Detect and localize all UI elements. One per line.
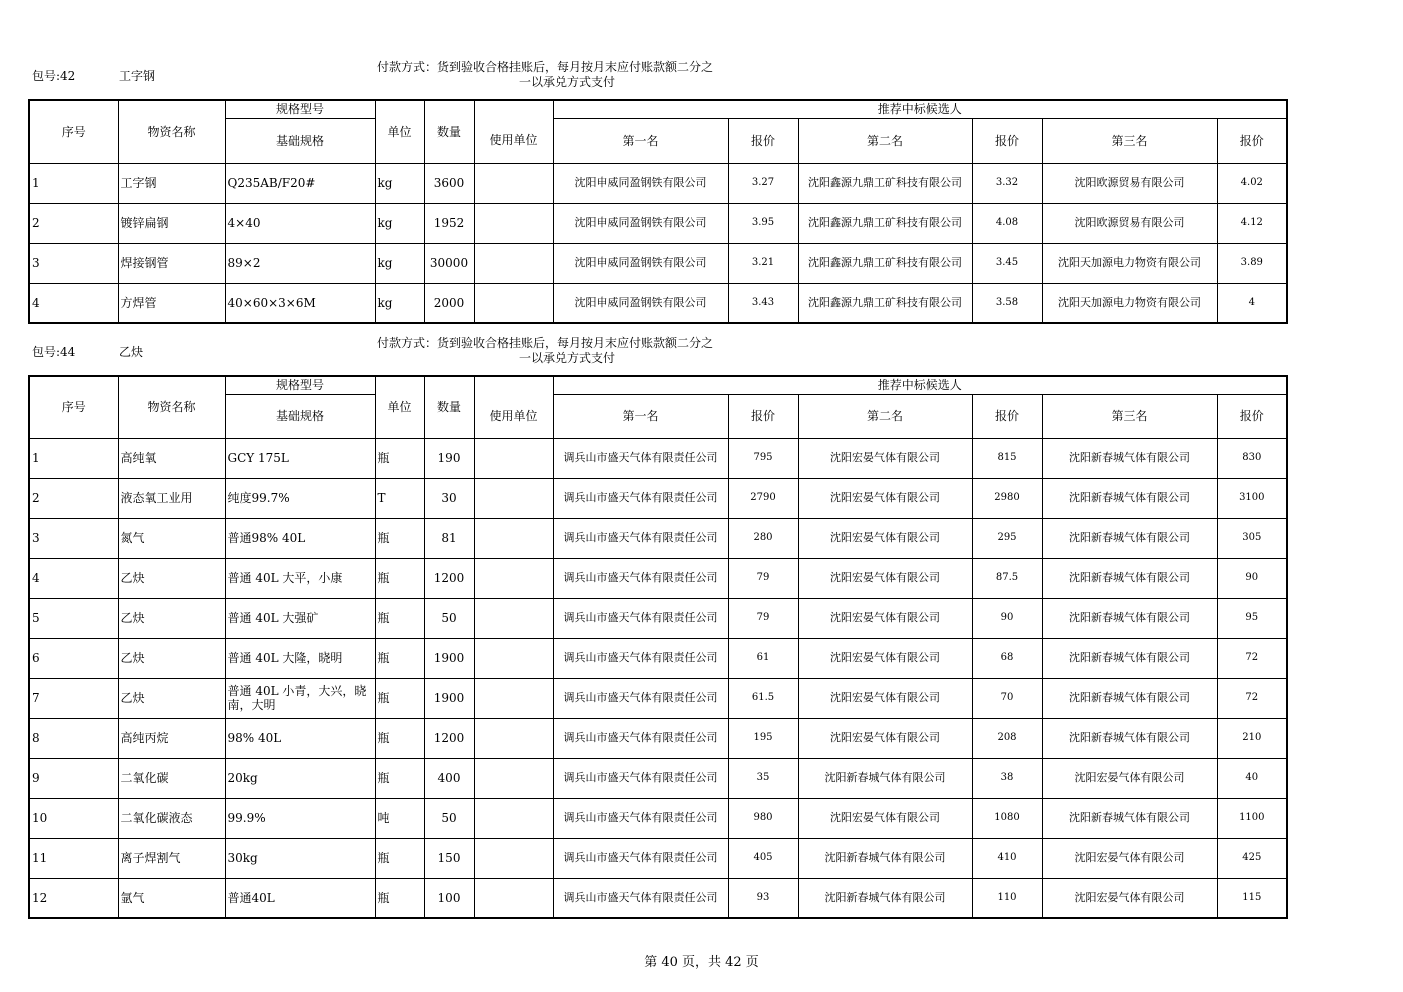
row-second-price: 815 — [972, 438, 1042, 478]
row-first-candidate: 调兵山市盛天气体有限责任公司 — [553, 478, 728, 518]
header-price-2: 报价 — [972, 118, 1042, 163]
payment-terms-line2: 一以承兑方式支付 — [518, 351, 615, 365]
row-spec: 40×60×3×6M — [225, 283, 375, 323]
row-user-unit — [474, 758, 553, 798]
table-row — [29, 678, 1287, 718]
row-second-candidate: 沈阳宏晏气体有限公司 — [798, 638, 972, 678]
row-first-price: 79 — [728, 558, 798, 598]
row-second-price: 2980 — [972, 478, 1042, 518]
row-third-price: 4.12 — [1217, 203, 1287, 243]
row-first-candidate: 调兵山市盛天气体有限责任公司 — [553, 718, 728, 758]
row-first-candidate: 调兵山市盛天气体有限责任公司 — [553, 838, 728, 878]
table-row — [29, 838, 1287, 878]
header-user-top — [474, 100, 553, 118]
row-quantity: 3600 — [424, 163, 474, 203]
row-first-price: 3.27 — [728, 163, 798, 203]
row-user-unit — [474, 163, 553, 203]
row-third-price: 115 — [1217, 878, 1287, 918]
row-first-price: 195 — [728, 718, 798, 758]
row-third-price: 72 — [1217, 678, 1287, 718]
row-user-unit — [474, 283, 553, 323]
package-number: 包号:44 — [32, 345, 76, 359]
row-first-candidate: 沈阳申威同盈钢铁有限公司 — [553, 163, 728, 203]
header-no: 序号 — [29, 100, 118, 163]
row-third-price: 95 — [1217, 598, 1287, 638]
row-third-price: 210 — [1217, 718, 1287, 758]
row-second-price: 68 — [972, 638, 1042, 678]
row-third-candidate: 沈阳天加源电力物资有限公司 — [1042, 243, 1217, 283]
row-no: 1 — [29, 438, 118, 478]
header-price-1: 报价 — [728, 394, 798, 438]
row-material-name: 焊接钢管 — [118, 243, 225, 283]
row-second-candidate: 沈阳新春城气体有限公司 — [798, 878, 972, 918]
row-material-name: 乙炔 — [118, 558, 225, 598]
table-row — [29, 203, 1287, 243]
row-second-price: 1080 — [972, 798, 1042, 838]
row-spec: 普通98% 40L — [225, 518, 375, 558]
row-first-price: 280 — [728, 518, 798, 558]
row-second-candidate: 沈阳宏晏气体有限公司 — [798, 678, 972, 718]
row-third-price: 90 — [1217, 558, 1287, 598]
table-row — [29, 283, 1287, 323]
row-no: 3 — [29, 243, 118, 283]
row-unit: 瓶 — [375, 558, 424, 598]
row-no: 6 — [29, 638, 118, 678]
header-name: 物资名称 — [118, 100, 225, 163]
row-unit: 瓶 — [375, 638, 424, 678]
row-second-candidate: 沈阳鑫源九鼎工矿科技有限公司 — [798, 243, 972, 283]
row-quantity: 1900 — [424, 678, 474, 718]
row-third-candidate: 沈阳新春城气体有限公司 — [1042, 518, 1217, 558]
row-first-price: 3.43 — [728, 283, 798, 323]
row-third-candidate: 沈阳欧源贸易有限公司 — [1042, 163, 1217, 203]
row-third-price: 3.89 — [1217, 243, 1287, 283]
row-unit: 瓶 — [375, 838, 424, 878]
row-first-price: 3.21 — [728, 243, 798, 283]
package-number: 包号:42 — [32, 69, 76, 83]
row-quantity: 190 — [424, 438, 474, 478]
row-unit: 瓶 — [375, 598, 424, 638]
row-third-price: 425 — [1217, 838, 1287, 878]
row-material-name: 高纯氧 — [118, 438, 225, 478]
table-body — [29, 438, 1287, 918]
row-no: 2 — [29, 203, 118, 243]
row-third-price: 1100 — [1217, 798, 1287, 838]
bid-table-42 — [28, 99, 1288, 324]
header-price-3: 报价 — [1217, 394, 1287, 438]
row-spec: 4×40 — [225, 203, 375, 243]
row-no: 3 — [29, 518, 118, 558]
row-second-candidate: 沈阳宏晏气体有限公司 — [798, 478, 972, 518]
row-third-candidate: 沈阳新春城气体有限公司 — [1042, 438, 1217, 478]
row-quantity: 50 — [424, 798, 474, 838]
row-third-candidate: 沈阳新春城气体有限公司 — [1042, 638, 1217, 678]
row-first-candidate: 沈阳申威同盈钢铁有限公司 — [553, 283, 728, 323]
table-row — [29, 558, 1287, 598]
row-second-price: 3.45 — [972, 243, 1042, 283]
row-third-price: 830 — [1217, 438, 1287, 478]
row-spec: 普通40L — [225, 878, 375, 918]
row-spec: 30kg — [225, 838, 375, 878]
row-user-unit — [474, 438, 553, 478]
header-user: 使用单位 — [474, 394, 553, 438]
row-spec: 纯度99.7% — [225, 478, 375, 518]
page-footer: 第 40 页，共 42 页 — [644, 955, 759, 970]
row-third-price: 4 — [1217, 283, 1287, 323]
row-unit: kg — [375, 203, 424, 243]
row-first-price: 93 — [728, 878, 798, 918]
row-second-candidate: 沈阳新春城气体有限公司 — [798, 838, 972, 878]
row-first-price: 980 — [728, 798, 798, 838]
row-quantity: 1200 — [424, 558, 474, 598]
table-row — [29, 163, 1287, 203]
header-price-2: 报价 — [972, 394, 1042, 438]
row-user-unit — [474, 243, 553, 283]
row-second-candidate: 沈阳宏晏气体有限公司 — [798, 438, 972, 478]
header-third: 第三名 — [1042, 394, 1217, 438]
row-first-price: 61.5 — [728, 678, 798, 718]
row-second-candidate: 沈阳宏晏气体有限公司 — [798, 518, 972, 558]
table-row — [29, 518, 1287, 558]
row-spec: GCY 175L — [225, 438, 375, 478]
row-second-price: 70 — [972, 678, 1042, 718]
row-user-unit — [474, 558, 553, 598]
row-unit: 瓶 — [375, 758, 424, 798]
row-material-name: 工字钢 — [118, 163, 225, 203]
row-third-candidate: 沈阳新春城气体有限公司 — [1042, 718, 1217, 758]
header-no: 序号 — [29, 376, 118, 438]
table-row — [29, 243, 1287, 283]
row-third-candidate: 沈阳新春城气体有限公司 — [1042, 558, 1217, 598]
row-third-price: 3100 — [1217, 478, 1287, 518]
row-first-price: 3.95 — [728, 203, 798, 243]
row-first-price: 61 — [728, 638, 798, 678]
header-qty: 数量 — [424, 100, 474, 163]
row-spec: 普通 40L 大平，小康 — [225, 558, 375, 598]
row-material-name: 高纯丙烷 — [118, 718, 225, 758]
payment-terms — [377, 60, 757, 90]
payment-terms — [377, 336, 757, 366]
row-second-candidate: 沈阳宏晏气体有限公司 — [798, 718, 972, 758]
row-user-unit — [474, 598, 553, 638]
row-first-candidate: 调兵山市盛天气体有限责任公司 — [553, 438, 728, 478]
row-second-price: 110 — [972, 878, 1042, 918]
row-unit: kg — [375, 163, 424, 203]
row-spec: 98% 40L — [225, 718, 375, 758]
row-spec: 89×2 — [225, 243, 375, 283]
row-unit: kg — [375, 243, 424, 283]
row-third-candidate: 沈阳宏晏气体有限公司 — [1042, 878, 1217, 918]
row-spec: Q235AB/F20# — [225, 163, 375, 203]
row-spec: 20kg — [225, 758, 375, 798]
table-row — [29, 638, 1287, 678]
row-first-candidate: 沈阳申威同盈钢铁有限公司 — [553, 203, 728, 243]
row-first-candidate: 调兵山市盛天气体有限责任公司 — [553, 758, 728, 798]
row-third-candidate: 沈阳新春城气体有限公司 — [1042, 678, 1217, 718]
row-material-name: 镀锌扁钢 — [118, 203, 225, 243]
row-user-unit — [474, 638, 553, 678]
row-second-candidate: 沈阳宏晏气体有限公司 — [798, 798, 972, 838]
row-no: 8 — [29, 718, 118, 758]
row-material-name: 乙炔 — [118, 678, 225, 718]
row-no: 11 — [29, 838, 118, 878]
header-spec: 基础规格 — [225, 394, 375, 438]
header-unit: 单位 — [375, 376, 424, 438]
row-first-price: 2790 — [728, 478, 798, 518]
row-quantity: 150 — [424, 838, 474, 878]
row-user-unit — [474, 678, 553, 718]
row-material-name: 二氧化碳 — [118, 758, 225, 798]
row-third-price: 305 — [1217, 518, 1287, 558]
row-spec: 普通 40L 大强矿 — [225, 598, 375, 638]
table-row — [29, 438, 1287, 478]
header-price-1: 报价 — [728, 118, 798, 163]
row-unit: 吨 — [375, 798, 424, 838]
row-third-candidate: 沈阳欧源贸易有限公司 — [1042, 203, 1217, 243]
row-user-unit — [474, 478, 553, 518]
header-third: 第三名 — [1042, 118, 1217, 163]
row-material-name: 液态氧工业用 — [118, 478, 225, 518]
row-first-candidate: 调兵山市盛天气体有限责任公司 — [553, 598, 728, 638]
row-third-candidate: 沈阳新春城气体有限公司 — [1042, 598, 1217, 638]
row-third-candidate: 沈阳宏晏气体有限公司 — [1042, 838, 1217, 878]
row-second-candidate: 沈阳新春城气体有限公司 — [798, 758, 972, 798]
header-first: 第一名 — [553, 118, 728, 163]
row-first-price: 405 — [728, 838, 798, 878]
row-second-price: 410 — [972, 838, 1042, 878]
package-name: 工字钢 — [119, 69, 156, 83]
bid-table-44 — [28, 375, 1288, 919]
row-third-price: 40 — [1217, 758, 1287, 798]
row-spec: 99.9% — [225, 798, 375, 838]
row-no: 12 — [29, 878, 118, 918]
row-second-price: 4.08 — [972, 203, 1042, 243]
table-row — [29, 798, 1287, 838]
header-user-top — [474, 376, 553, 394]
row-spec: 普通 40L 大隆，晓明 — [225, 638, 375, 678]
row-no: 2 — [29, 478, 118, 518]
package-name: 乙炔 — [119, 345, 144, 359]
table-row — [29, 758, 1287, 798]
header-price-3: 报价 — [1217, 118, 1287, 163]
row-first-candidate: 调兵山市盛天气体有限责任公司 — [553, 558, 728, 598]
row-unit: 瓶 — [375, 518, 424, 558]
row-first-candidate: 调兵山市盛天气体有限责任公司 — [553, 638, 728, 678]
row-first-candidate: 沈阳申威同盈钢铁有限公司 — [553, 243, 728, 283]
row-unit: 瓶 — [375, 438, 424, 478]
row-third-candidate: 沈阳新春城气体有限公司 — [1042, 798, 1217, 838]
row-quantity: 1952 — [424, 203, 474, 243]
row-second-price: 295 — [972, 518, 1042, 558]
payment-terms-line1: 付款方式：货到验收合格挂账后，每月按月末应付账款额二分之 — [377, 60, 714, 74]
row-first-price: 795 — [728, 438, 798, 478]
header-unit: 单位 — [375, 100, 424, 163]
row-first-price: 35 — [728, 758, 798, 798]
header-spec-group: 规格型号 — [225, 376, 375, 394]
header-spec: 基础规格 — [225, 118, 375, 163]
row-second-price: 90 — [972, 598, 1042, 638]
row-first-candidate: 调兵山市盛天气体有限责任公司 — [553, 878, 728, 918]
row-no: 10 — [29, 798, 118, 838]
row-first-candidate: 调兵山市盛天气体有限责任公司 — [553, 798, 728, 838]
payment-terms-line2: 一以承兑方式支付 — [518, 75, 615, 89]
table-body — [29, 163, 1287, 323]
row-material-name: 乙炔 — [118, 598, 225, 638]
row-unit: 瓶 — [375, 678, 424, 718]
row-material-name: 氩气 — [118, 878, 225, 918]
row-no: 5 — [29, 598, 118, 638]
row-second-candidate: 沈阳宏晏气体有限公司 — [798, 558, 972, 598]
header-candidates-group: 推荐中标候选人 — [553, 376, 1287, 394]
row-user-unit — [474, 878, 553, 918]
row-third-candidate: 沈阳新春城气体有限公司 — [1042, 478, 1217, 518]
row-second-price: 3.58 — [972, 283, 1042, 323]
row-user-unit — [474, 518, 553, 558]
row-second-candidate: 沈阳宏晏气体有限公司 — [798, 598, 972, 638]
row-user-unit — [474, 203, 553, 243]
row-third-candidate: 沈阳天加源电力物资有限公司 — [1042, 283, 1217, 323]
row-third-price: 72 — [1217, 638, 1287, 678]
table-row — [29, 878, 1287, 918]
row-unit: 瓶 — [375, 718, 424, 758]
header-candidates-group: 推荐中标候选人 — [553, 100, 1287, 118]
row-first-candidate: 调兵山市盛天气体有限责任公司 — [553, 518, 728, 558]
row-user-unit — [474, 718, 553, 758]
row-quantity: 81 — [424, 518, 474, 558]
row-second-price: 87.5 — [972, 558, 1042, 598]
row-quantity: 2000 — [424, 283, 474, 323]
row-quantity: 400 — [424, 758, 474, 798]
header-second: 第二名 — [798, 394, 972, 438]
header-qty: 数量 — [424, 376, 474, 438]
row-no: 9 — [29, 758, 118, 798]
header-first: 第一名 — [553, 394, 728, 438]
row-first-candidate: 调兵山市盛天气体有限责任公司 — [553, 678, 728, 718]
row-material-name: 乙炔 — [118, 638, 225, 678]
row-unit: 瓶 — [375, 878, 424, 918]
row-material-name: 氮气 — [118, 518, 225, 558]
row-quantity: 100 — [424, 878, 474, 918]
row-quantity: 1200 — [424, 718, 474, 758]
row-no: 1 — [29, 163, 118, 203]
row-third-price: 4.02 — [1217, 163, 1287, 203]
table-row — [29, 718, 1287, 758]
payment-terms-line1: 付款方式：货到验收合格挂账后，每月按月末应付账款额二分之 — [377, 336, 714, 350]
row-quantity: 50 — [424, 598, 474, 638]
row-second-price: 38 — [972, 758, 1042, 798]
row-second-candidate: 沈阳鑫源九鼎工矿科技有限公司 — [798, 283, 972, 323]
row-material-name: 离子焊割气 — [118, 838, 225, 878]
row-quantity: 1900 — [424, 638, 474, 678]
row-material-name: 方焊管 — [118, 283, 225, 323]
header-user: 使用单位 — [474, 118, 553, 163]
row-third-candidate: 沈阳宏晏气体有限公司 — [1042, 758, 1217, 798]
table-row — [29, 598, 1287, 638]
row-second-price: 208 — [972, 718, 1042, 758]
table-row — [29, 478, 1287, 518]
row-second-candidate: 沈阳鑫源九鼎工矿科技有限公司 — [798, 203, 972, 243]
row-unit: kg — [375, 283, 424, 323]
row-no: 7 — [29, 678, 118, 718]
row-spec: 普通 40L 小青，大兴，晓南，大明 — [225, 678, 375, 718]
header-second: 第二名 — [798, 118, 972, 163]
row-material-name: 二氧化碳液态 — [118, 798, 225, 838]
row-second-price: 3.32 — [972, 163, 1042, 203]
row-no: 4 — [29, 558, 118, 598]
row-user-unit — [474, 798, 553, 838]
row-quantity: 30 — [424, 478, 474, 518]
row-quantity: 30000 — [424, 243, 474, 283]
header-name: 物资名称 — [118, 376, 225, 438]
row-second-candidate: 沈阳鑫源九鼎工矿科技有限公司 — [798, 163, 972, 203]
row-user-unit — [474, 838, 553, 878]
row-no: 4 — [29, 283, 118, 323]
row-first-price: 79 — [728, 598, 798, 638]
header-spec-group: 规格型号 — [225, 100, 375, 118]
row-unit: T — [375, 478, 424, 518]
